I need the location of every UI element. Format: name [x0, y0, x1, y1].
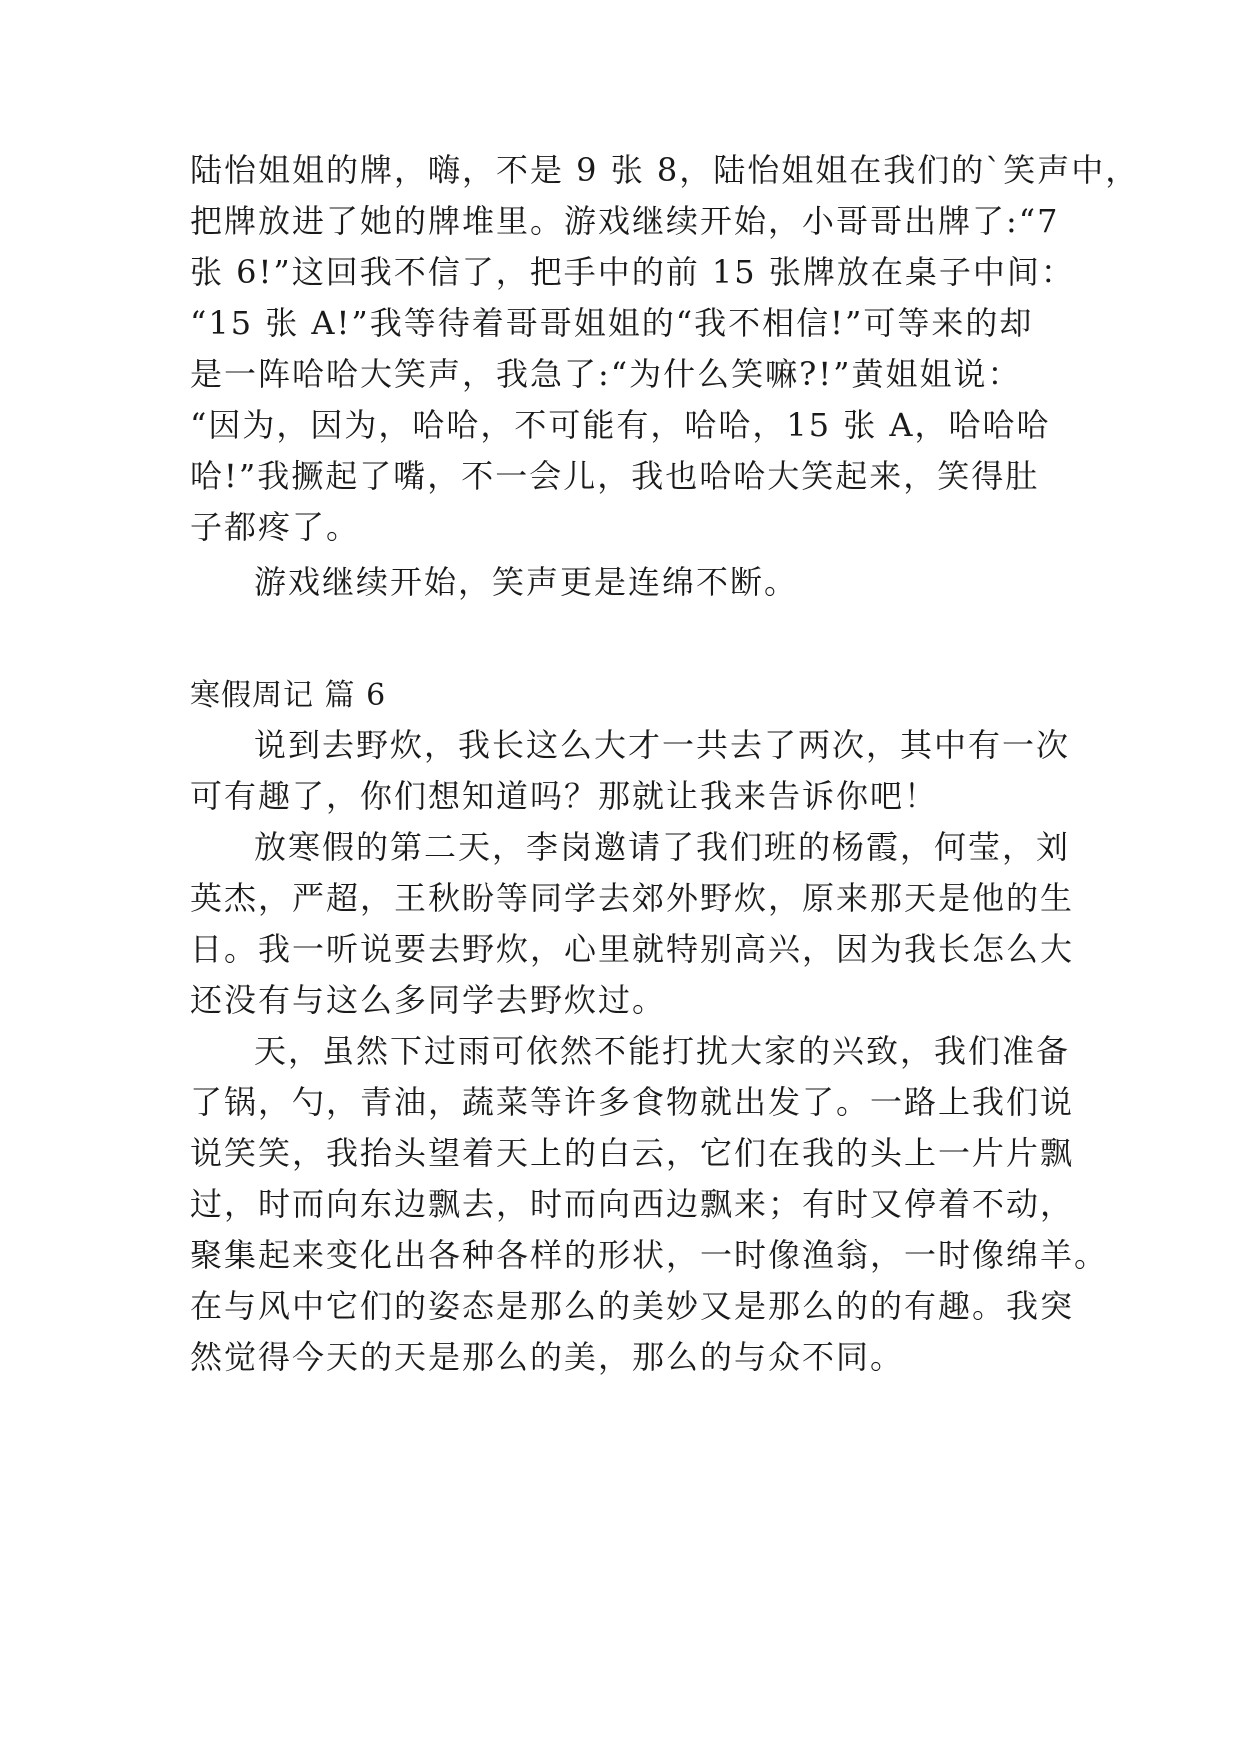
text-line: “15 张 A!”我等待着哥哥姐姐的“我不相信!”可等来的却 — [190, 304, 1034, 342]
text-line: 说到去野炊，我长这么大才一共去了两次，其中有一次 — [254, 726, 1071, 764]
text-line: 然觉得今天的天是那么的美，那么的与众不同。 — [190, 1338, 905, 1376]
text-line: 可有趣了，你们想知道吗？那就让我来告诉你吧！ — [190, 777, 939, 815]
text-line: 把牌放进了她的牌堆里。游戏继续开始，小哥哥出牌了:“7 — [190, 202, 1060, 240]
text-line: 是一阵哈哈大笑声，我急了:“为什么笑嘛?!”黄姐姐说： — [190, 355, 1022, 393]
text-line: 哈!”我撅起了嘴，不一会儿，我也哈哈大笑起来，笑得肚 — [190, 457, 1040, 495]
text-line: 放寒假的第二天，李岗邀请了我们班的杨霞，何莹，刘 — [254, 828, 1071, 866]
section-heading: 寒假周记 篇 6 — [190, 678, 387, 713]
text-line: 子都疼了。 — [190, 508, 361, 546]
text-line: 游戏继续开始，笑声更是连绵不断。 — [254, 563, 799, 601]
text-line: 了锅，勺，青油，蔬菜等许多食物就出发了。一路上我们说 — [190, 1083, 1075, 1121]
text-line: 还没有与这么多同学去野炊过。 — [190, 981, 667, 1019]
text-line: 日。我一听说要去野炊，心里就特别高兴，因为我长怎么大 — [190, 930, 1075, 968]
text-line: 天，虽然下过雨可依然不能打扰大家的兴致，我们准备 — [254, 1032, 1071, 1070]
text-line: 在与风中它们的姿态是那么的美妙又是那么的的有趣。我突 — [190, 1287, 1075, 1325]
text-line: 聚集起来变化出各种各样的形状，一时像渔翁，一时像绵羊。 — [190, 1236, 1109, 1274]
text-line: 英杰，严超，王秋盼等同学去郊外野炊，原来那天是他的生 — [190, 879, 1075, 917]
text-line: 张 6!”这回我不信了，把手中的前 15 张牌放在桌子中间： — [190, 253, 1075, 291]
text-line: “因为，因为，哈哈，不可能有，哈哈，15 张 A，哈哈哈 — [190, 406, 1051, 444]
text-line: 过，时而向东边飘去，时而向西边飘来；有时又停着不动， — [190, 1185, 1075, 1223]
text-line: 陆怡姐姐的牌，嗨，不是 9 张 8，陆怡姐姐在我们的`笑声中， — [190, 151, 1140, 189]
text-line: 说笑笑，我抬头望着天上的白云，它们在我的头上一片片飘 — [190, 1134, 1075, 1172]
